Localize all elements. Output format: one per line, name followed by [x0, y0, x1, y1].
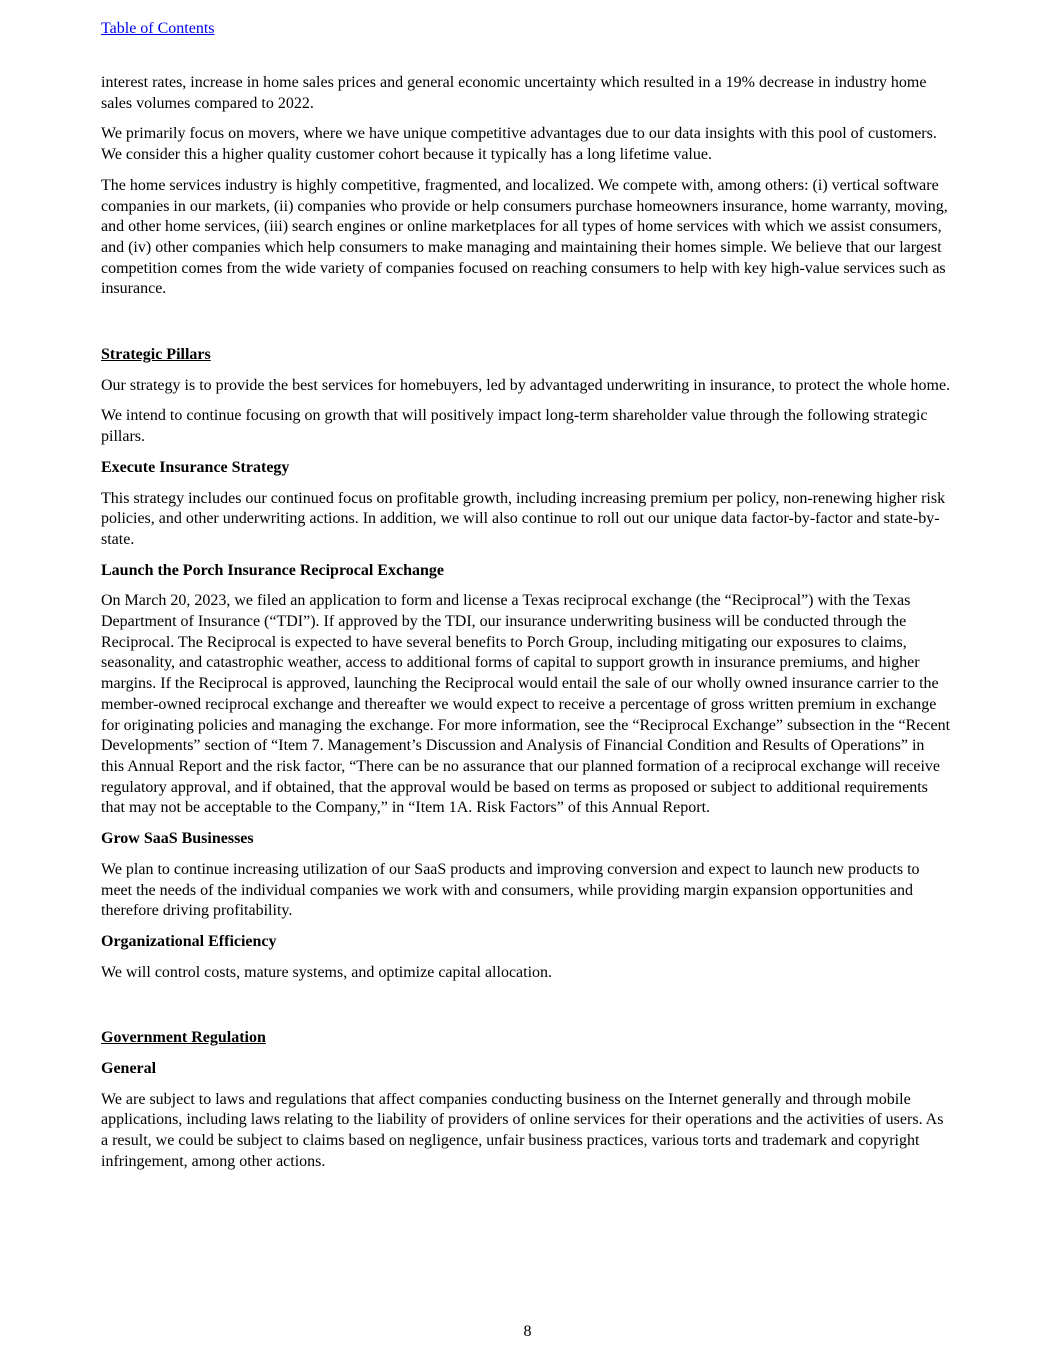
efficiency-heading: Organizational Efficiency [101, 932, 277, 950]
government-regulation-heading: Government Regulation [101, 1029, 266, 1047]
saas-heading: Grow SaaS Businesses [101, 830, 254, 848]
saas-text: We plan to continue increasing utilization of our SaaS products and improving conversion and expect to launch new products to meet the needs of the individual companies we work with and consumers, while providing margin expansion opportunities and therefore driving profitability. [101, 860, 920, 920]
strategy-paragraph-1: Our strategy is to provide the best services for homebuyers, led by advantaged underwriting in insurance, to protect the whole home. [101, 376, 951, 394]
section-spacer [101, 310, 951, 345]
strategic-pillars-heading: Strategic Pillars [101, 346, 211, 364]
insurance-strategy-heading: Execute Insurance Strategy [101, 458, 290, 476]
intro-paragraph-3: The home services industry is highly competitive, fragmented, and localized. We compete with, among others: (i) vertical software companies in our markets, (ii) companies who provide or help consumers purchase homeowners insurance, home warranty, moving, and other home services, (iii) search engines or online marketplaces for all types of home services with which we assist consumers, and (iv) other companies which help consumers to make managing and maintaining their homes simple. We believe that our largest competition comes from the wide variety of companies focused on reaching consumers to help with key high-value services such as insurance. [101, 176, 948, 298]
intro-paragraph-1: interest rates, increase in home sales prices and general economic uncertainty which resulted in a 19% decrease in industry home sales volumes compared to 2022. [101, 74, 927, 112]
section-spacer [101, 993, 951, 1028]
efficiency-text: We will control costs, mature systems, and optimize capital allocation. [101, 963, 553, 981]
insurance-strategy-text: This strategy includes our continued focus on profitable growth, including increasing premium per policy, non-renewing higher risk policies, and other underwriting actions. In addition, we will also continue to roll out our unique data factor-by-factor and state-by-state. [101, 489, 946, 548]
page-number: 8 [523, 1323, 532, 1340]
table-of-contents-link[interactable]: Table of Contents [101, 20, 215, 37]
strategy-paragraph-2: We intend to continue focusing on growth that will positively impact long-term shareholder value through the following strategic pillars. [101, 407, 928, 446]
reciprocal-exchange-text: On March 20, 2023, we filed an application to form and license a Texas reciprocal exchange (the “Reciprocal”) with the Texas Department of Insurance (“TDI”). If approved by the TDI, our insurance underwriting business will be conducted through the Reciprocal. The Reciprocal is expected to have several benefits to Porch Group, including mitigating our exposures to claims, seasonality, and catastrophic weather, access to additional forms of capital to support growth in insurance premiums, and higher margins. If the Reciprocal is approved, launching the Reciprocal would entail the sale of our wholly owned insurance carrier to the member-owned reciprocal exchange and thereafter we would expect to receive a percentage of gross written premium in exchange for originating policies and managing the exchange. For more information, see the “Reciprocal Exchange” subsection in the “Recent Developments” section of “Item 7. Management’s Discussion and Analysis of Financial Condition and Results of Operations” in this Annual Report and the risk factor, “There can be no assurance that our planned formation of a reciprocal exchange will receive regulatory approval, and if obtained, that the approval would be based on terms as proposed or subject to additional requirements that may not be acceptable to the Company,” in “Item 1A. Risk Factors” of this Annual Report. [101, 592, 951, 817]
general-heading: General [101, 1060, 157, 1078]
document-body [101, 73, 951, 1183]
intro-paragraph-2: We primarily focus on movers, where we have unique competitive advantages due to our data insights with this pool of customers. We consider this a higher quality customer cohort because it typically has a long lifetime value. [101, 125, 937, 164]
reciprocal-exchange-heading: Launch the Porch Insurance Reciprocal Exchange [101, 561, 444, 579]
general-text: We are subject to laws and regulations that affect companies conducting business on the Internet generally and through mobile applications, including laws relating to the liability of providers of online services for their operations and the activities of users. As a result, we could be subject to claims based on negligence, unfair business practices, various torts and trademark and copyright infringement, among other actions. [101, 1090, 944, 1170]
